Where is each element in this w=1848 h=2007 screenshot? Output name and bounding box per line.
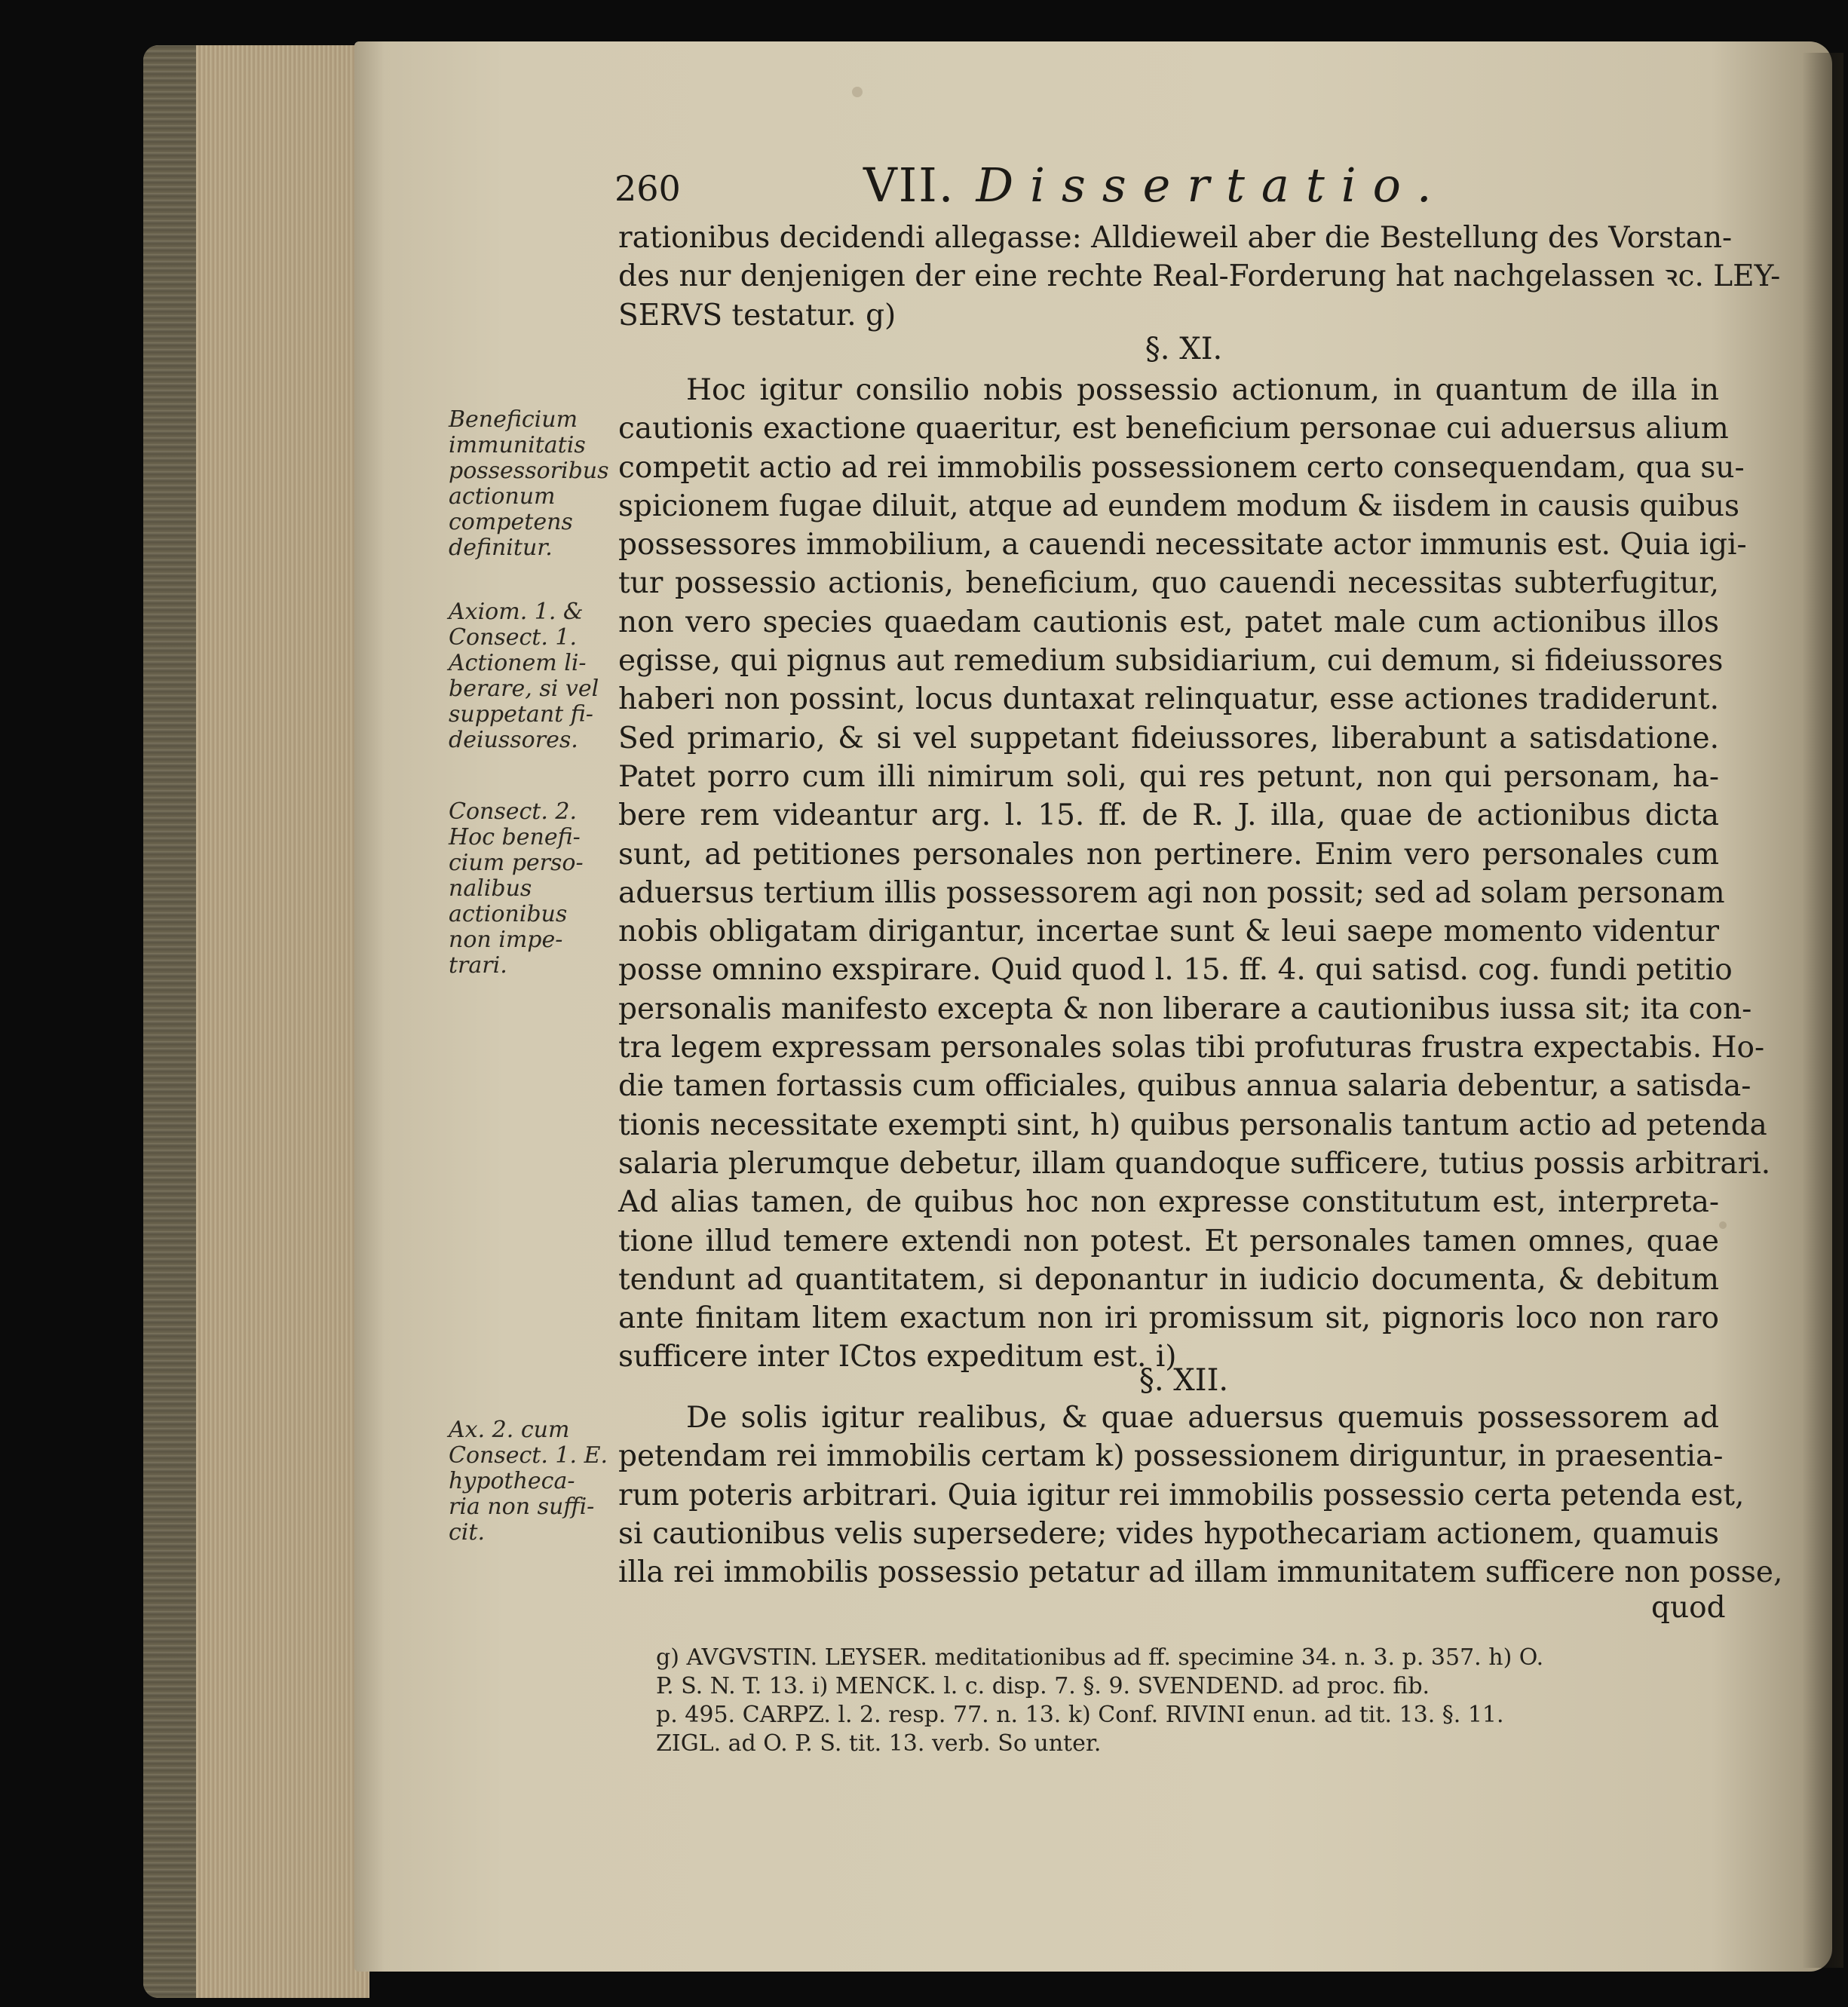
margin-note-line: Consect. 1. [449, 624, 578, 651]
text-line: De solis igitur realibus, & quae aduersus quemuis possessorem ad [686, 1401, 1719, 1435]
margin-note-line: actionibus [449, 901, 568, 927]
text-line: egisse, qui pignus aut remedium subsidiarium, cui demum, si fideiussores [618, 644, 1724, 679]
footnote-line: P. S. N. T. 13. i) MENCK. l. c. disp. 7. §. 9. SVENDEND. ad proc. fib. [656, 1673, 1430, 1699]
text-line: tendunt ad quantitatem, si deponantur in iudicio documenta, & debitum [618, 1262, 1719, 1297]
intro-paragraph [618, 219, 1781, 335]
text-line: die tamen fortassis cum officiales, quibus annua salaria debentur, a satisda- [618, 1069, 1751, 1104]
text-line: ante finitam litem exactum non iri promissum sit, pignoris loco non raro [618, 1301, 1719, 1336]
margin-note-line: actionum [449, 483, 556, 510]
text-line: rum poteris arbitrari. Quia igitur rei immobilis possessio certa petenda est, [618, 1478, 1745, 1512]
margin-note-line: competens [449, 509, 573, 535]
text-line: competit actio ad rei immobilis possessionem certo consequendam, qua su- [618, 450, 1745, 485]
title-numeral: VII. [863, 158, 955, 213]
running-header [614, 151, 1448, 219]
margin-note-1 [449, 407, 622, 561]
page-number: 260 [614, 168, 681, 209]
text-line: cautionis exactione quaeritur, est beneficium personae cui aduersus alium [618, 412, 1729, 446]
text-line: Hoc igitur consilio nobis possessio actionum, in quantum de illa in [686, 373, 1719, 407]
text-line: petendam rei immobilis certam k) possessionem diriguntur, in praesentia- [618, 1439, 1724, 1474]
catchword: quod [1651, 1591, 1726, 1625]
footnotes [656, 1644, 1727, 1758]
text-line: Sed primario, & si vel suppetant fideiussores, liberabunt a satisdatione. [618, 721, 1719, 755]
margin-note-line: Consect. 1. E. [449, 1442, 608, 1469]
section-heading-xi: §. XI. [1145, 332, 1223, 366]
margin-note-line: ria non suffi- [449, 1494, 595, 1520]
text-line: posse omnino exspirare. Quid quod l. 15. ff. 4. qui satisd. cog. fundi petitio [618, 953, 1733, 988]
book-spine-edge [143, 45, 196, 1998]
paper-spot [1719, 1221, 1727, 1229]
margin-note-line: berare, si vel [449, 676, 599, 702]
text-line: rationibus decidendi allegasse: Alldieweil aber die Bestellung des Vorstan- [618, 221, 1733, 255]
margin-note-line: Consect. 2. [449, 798, 578, 825]
text-line: SERVS testatur. g) [618, 298, 896, 332]
text-line: tione illud temere extendi non potest. Et personales tamen omnes, quae [618, 1224, 1719, 1258]
margin-note-line: definitur. [449, 535, 553, 561]
gutter-shadow [1802, 53, 1843, 1968]
text-line: tionis necessitate exempti sint, h) quibus personalis tantum actio ad petenda [618, 1108, 1767, 1142]
section-heading-xii: §. XII. [1139, 1363, 1229, 1398]
margin-note-2 [449, 599, 622, 753]
text-line: Ad alias tamen, de quibus hoc non expresse constitutum est, interpreta- [618, 1185, 1719, 1220]
title-word: Dissertatio. [976, 158, 1448, 213]
text-line: non vero species quaedam cautionis est, patet male cum actionibus illos [618, 605, 1719, 639]
text-line: tra legem expressam personales solas tibi profuturas frustra expectabis. Ho- [618, 1031, 1765, 1065]
margin-note-line: non impe- [449, 927, 563, 953]
text-line: nobis obligatam dirigantur, incertae sunt & leui saepe momento videntur [618, 915, 1719, 949]
text-line: sufficere inter ICtos expeditum est. i) [618, 1340, 1177, 1374]
text-line: si cautionibus velis supersedere; vides hypothecariam actionem, quamuis [618, 1516, 1719, 1551]
text-line: Patet porro cum illi nimirum soli, qui res petunt, non qui personam, ha- [618, 759, 1719, 794]
margin-note-line: nalibus [449, 875, 532, 902]
margin-note-line: cium perso- [449, 850, 584, 876]
text-line: haberi non possint, locus duntaxat relinquatur, esse actiones tradiderunt. [618, 682, 1719, 717]
margin-note-line: Axiom. 1. & [449, 599, 584, 625]
footnote-line: p. 495. CARPZ. l. 2. resp. 77. n. 13. k) Conf. RIVINI enun. ad tit. 13. §. 11. [656, 1702, 1504, 1728]
margin-note-line: suppetant fi- [449, 701, 593, 728]
footnote-line: ZIGL. ad O. P. S. tit. 13. verb. So unter. [656, 1730, 1102, 1757]
margin-note-line: immunitatis [449, 432, 586, 458]
text-line: des nur denjenigen der eine rechte Real-Forderung hat nachgelassen ꝛc. LEY- [618, 259, 1781, 294]
text-line: personalis manifesto excepta & non liberare a cautionibus iussa sit; ita con- [618, 991, 1752, 1026]
text-line: sunt, ad petitiones personales non pertinere. Enim vero personales cum [618, 837, 1719, 872]
margin-note-line: cit. [449, 1519, 485, 1546]
text-line: bere rem videantur arg. l. 15. ff. de R. J. illa, quae de actionibus dicta [618, 798, 1719, 833]
text-line: salaria plerumque debetur, illam quandoque sufficere, tutius possis arbitrari. [618, 1146, 1771, 1181]
text-line: spicionem fugae diluit, atque ad eundem modum & iisdem in causis quibus [618, 489, 1740, 523]
text-line: possessores immobilium, a cauendi necessitate actor immunis est. Quia igi- [618, 528, 1747, 562]
margin-note-line: trari. [449, 952, 507, 979]
running-title [863, 155, 1448, 216]
section-xi-paragraph [618, 371, 1771, 1377]
text-line: tur possessio actionis, beneficium, quo cauendi necessitas subterfugitur, [618, 566, 1719, 601]
margin-note-line: possessoribus [449, 458, 609, 484]
footnote-line: g) AVGVSTIN. LEYSER. meditationibus ad ff. specimine 34. n. 3. p. 357. h) O. [656, 1644, 1544, 1671]
margin-note-4 [449, 1417, 622, 1546]
paper-spot [852, 87, 863, 97]
margin-note-line: hypotheca- [449, 1468, 575, 1494]
margin-note-line: deiussores. [449, 727, 578, 753]
text-line: illa rei immobilis possessio petatur ad illam immunitatem sufficere non posse, [618, 1555, 1783, 1590]
section-xii-paragraph [618, 1399, 1783, 1592]
margin-note-line: Ax. 2. cum [449, 1417, 570, 1443]
margin-note-3 [449, 799, 622, 979]
margin-note-line: Beneficium [449, 406, 578, 433]
text-line: aduersus tertium illis possessorem agi non possit; sed ad solam personam [618, 875, 1725, 910]
margin-note-line: Hoc benefi- [449, 824, 581, 850]
margin-note-line: Actionem li- [449, 650, 587, 676]
